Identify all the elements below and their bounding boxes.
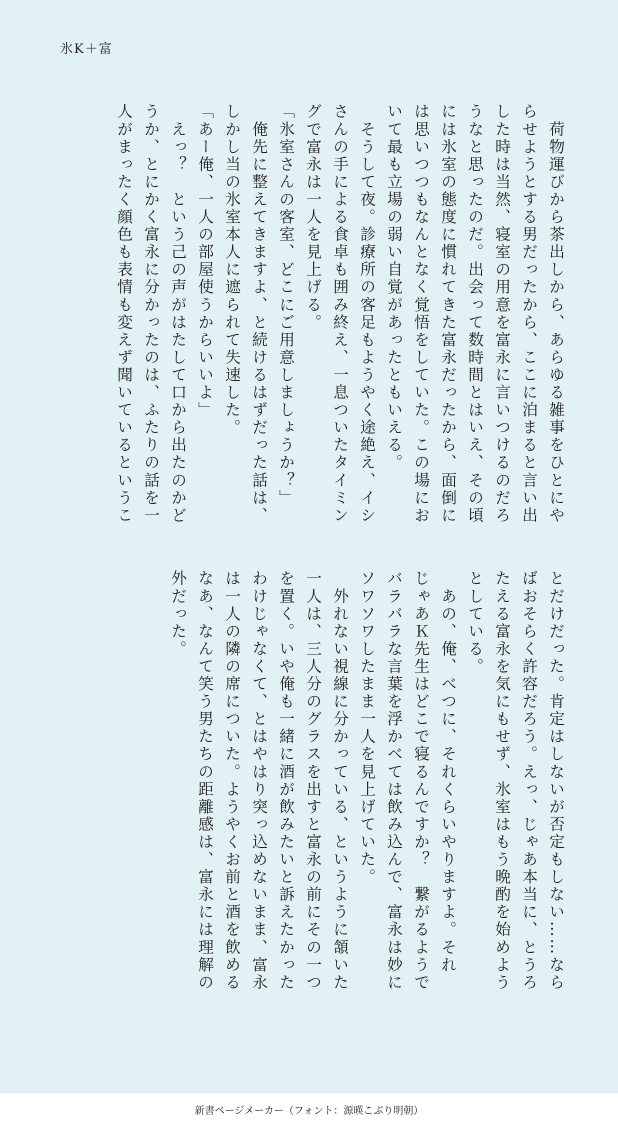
- text-line: いて最も立場の弱い自覚があったともいえる。: [385, 103, 403, 472]
- text-line: 外れない視線に分かっている、というように頷いた: [331, 570, 349, 992]
- page-header-title: 氷K＋富: [60, 42, 113, 57]
- text-line: バラバラな言葉を浮かべては飲み込んで、富永は妙に: [385, 570, 403, 992]
- text-line: は一人の隣の席についた。ようやくお前と酒を飲める: [223, 570, 241, 992]
- footer-credit: 新書ページメーカー（フォント：源暎こぶり明朝）: [194, 1106, 424, 1117]
- text-line: しかし当の氷室本人に遮られて失速した。: [223, 103, 241, 437]
- text-line: 一人は、三人分のグラスを出すと富永の前にその一つ: [304, 570, 322, 992]
- text-line: 外だった。: [169, 570, 187, 658]
- text-line: を置く。いや俺も一緒に酒が飲みたいと訴えたかった: [277, 570, 295, 992]
- text-line: ソワソワしたまま一人を見上げていた。: [358, 570, 376, 886]
- text-line: 「氷室さんの客室、どこにご用意しましょうか？」: [277, 103, 295, 507]
- text-line: うなと思ったのだ。出会って数時間とはいえ、その頃: [466, 103, 484, 525]
- text-line: としている。: [466, 570, 484, 676]
- text-line: ばおそらく許容だろう。えっ、じゃあ本当に、とうろ: [520, 570, 538, 992]
- text-line: とだけだった。肯定はしないが否定もしない……なら: [547, 570, 565, 992]
- text-line: には氷室の態度に慣れてきた富永だったから、面倒に: [439, 103, 457, 525]
- text-line: えっ？ という己の声がはたして口から出たのかど: [169, 103, 187, 525]
- text-line: した時は当然、寝室の用意を富永に言いつけるのだろ: [493, 103, 511, 525]
- text-line: じゃあＫ先生はどこで寝るんですか？ 繋がるようで: [412, 570, 430, 992]
- text-line: らせようとする男だったから、ここに泊まると言い出: [520, 103, 538, 525]
- text-line: わけじゃなくて、とはやはり突っ込めないまま、富永: [250, 570, 268, 992]
- text-line: 人がまったく顔色も表情も変えず聞いているというこ: [115, 103, 133, 525]
- text-line: グで富永は一人を見上げる。: [304, 103, 322, 332]
- text-line: 俺先に整えてきますよ、と続けるはずだった話は、: [250, 103, 268, 525]
- text-line: 荷物運びから茶出しから、あらゆる雑事をひとにや: [547, 103, 565, 525]
- text-line: そうして夜。診療所の客足もようやく途絶え、イシ: [358, 103, 376, 525]
- text-line: さんの手による食卓も囲み終え、一息ついたタイミン: [331, 103, 349, 525]
- text-line: なあ、なんて笑う男たちの距離感は、富永には理解の: [196, 570, 214, 992]
- text-line: たえる富永を気にもせず、氷室はもう晩酌を始めよう: [493, 570, 511, 992]
- upper-text-block: [69, 103, 569, 528]
- text-line: は思いつつもなんとなく覚悟をしていた。この場にお: [412, 103, 430, 525]
- text-line: うか、とにかく富永に分かったのは、ふたりの話を一: [142, 103, 160, 525]
- lower-text-block: [69, 570, 569, 995]
- text-line: 「あー俺、一人の部屋使うからいいよ」: [196, 103, 214, 419]
- text-line: あの、俺、べつに、それくらいやりますよ。それ: [439, 570, 457, 974]
